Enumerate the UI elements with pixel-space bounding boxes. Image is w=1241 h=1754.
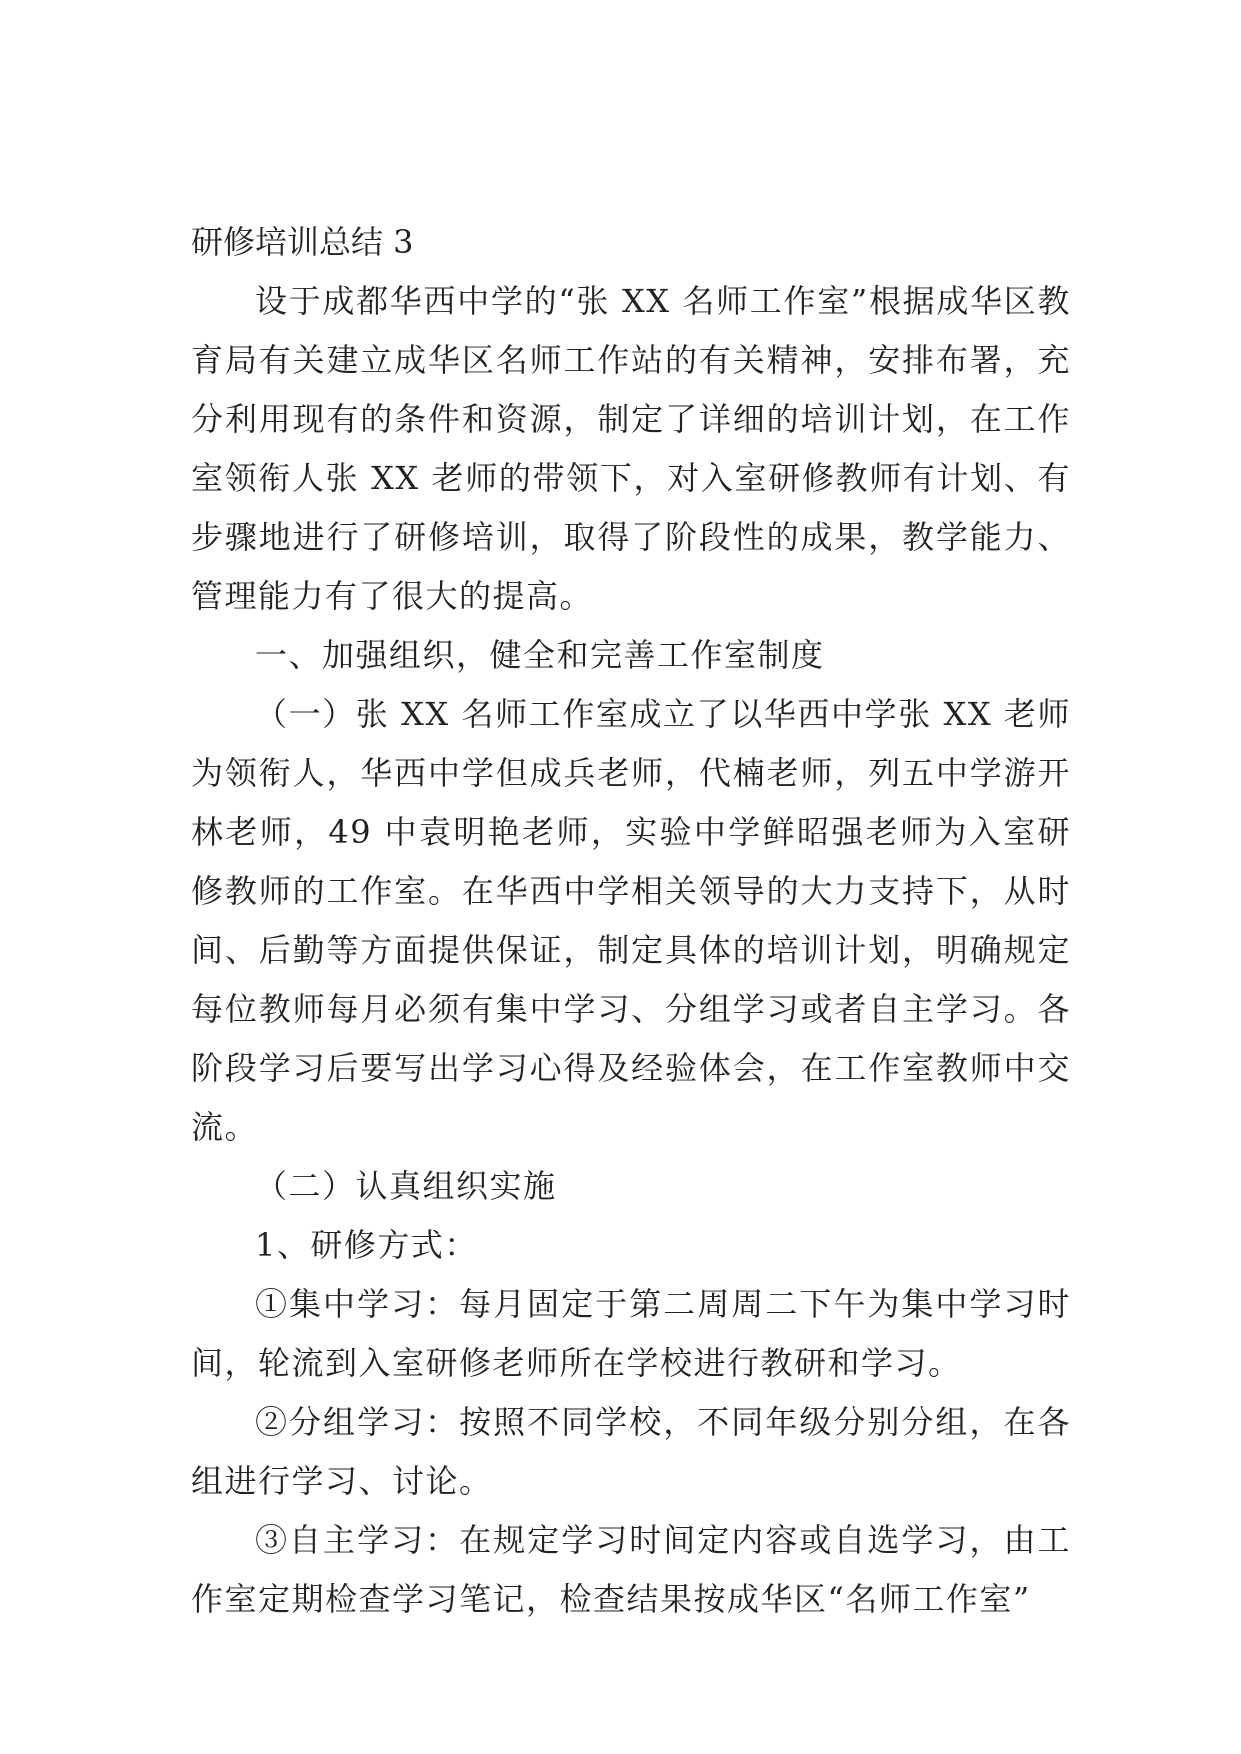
list-item-group-study: ②分组学习：按照不同学校，不同年级分别分组，在各组进行学习、讨论。: [191, 1403, 1071, 1500]
section-heading-1: 一、加强组织，健全和完善工作室制度: [255, 636, 825, 674]
subsection-heading-2: （二）认真组织实施: [255, 1167, 557, 1205]
document-body: [191, 213, 1071, 1629]
subsection-1-paragraph: （一）张 XX 名师工作室成立了以华西中学张 XX 老师为领衔人，华西中学但成兵老师，代楠老师，列五中学游开林老师，49 中袁明艳老师，实验中学鲜昭强老师为入室研修教师的工作室。在华西中学相关领导的大力支持下，从时间、后勤等方面提供保证，制定具体的培训计划，明确规定每位教师每月必须有集中学习、分组学习或者自主学习。各阶段学习后要写出学习心得及经验体会，在工作室教师中交流。: [191, 695, 1071, 1146]
intro-paragraph: 设于成都华西中学的“张 XX 名师工作室”根据成华区教育局有关建立成华区名师工作站的有关精神，安排布署，充分利用现有的条件和资源，制定了详细的培训计划，在工作室领衔人张 XX 老师的带领下，对入室研修教师有计划、有步骤地进行了研修培训，取得了阶段性的成果，教学能力、管理能力有了很大的提高。: [191, 282, 1071, 615]
list-item-self-study: ③自主学习：在规定学习时间定内容或自选学习，由工作室定期检查学习笔记，检查结果按成华区“名师工作室”: [191, 1521, 1071, 1618]
list-item-centralized-study: ①集中学习：每月固定于第二周周二下午为集中学习时间，轮流到入室研修老师所在学校进行教研和学习。: [191, 1285, 1071, 1382]
list-heading-study-methods: 1、研修方式：: [255, 1226, 478, 1264]
document-title: 研修培训总结 3: [191, 223, 414, 261]
